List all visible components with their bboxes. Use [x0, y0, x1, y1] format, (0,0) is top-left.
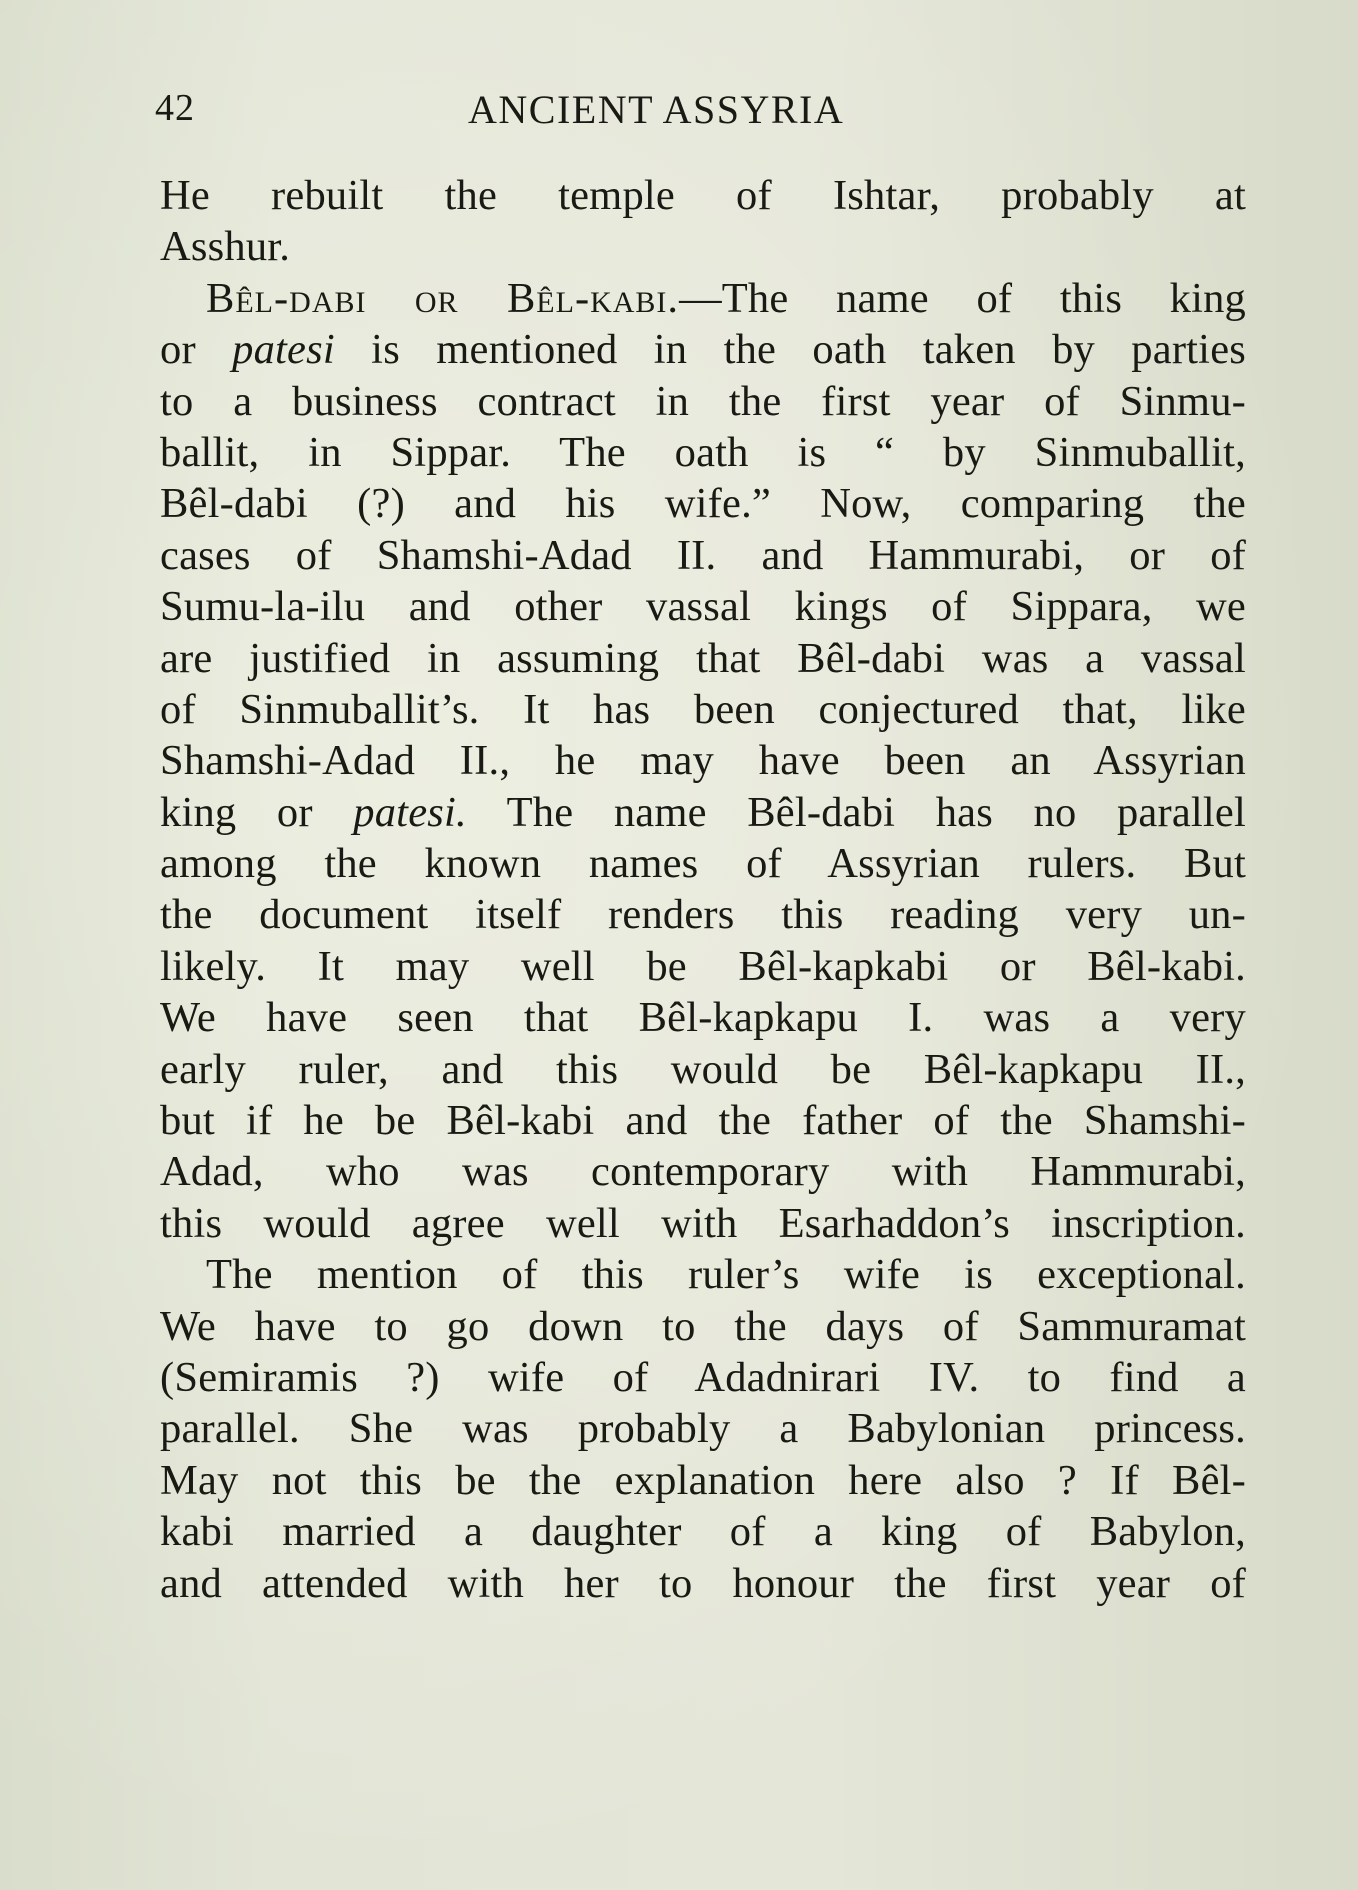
- text-line: parallel. She was probably a Babylonian princess.: [160, 1405, 1246, 1453]
- text-line: The mention of this ruler’s wife is exceptional.: [206, 1251, 1246, 1299]
- text-line: the document itself renders this reading very un-: [160, 891, 1246, 939]
- italic-term: patesi.: [353, 788, 467, 836]
- text-line: king or patesi. The name Bêl-dabi has no parallel: [160, 788, 1247, 836]
- text-line: Bêl-dabi (?) and his wife.” Now, comparing the: [160, 480, 1246, 528]
- text-line: likely. It may well be Bêl-kapkabi or Bêl-kabi.: [160, 942, 1246, 990]
- text-line: Shamshi-Adad II., he may have been an Assyrian: [160, 737, 1246, 785]
- italic-term: patesi: [232, 326, 335, 374]
- text-line: Bêl-dabi or Bêl-kabi.—The name of this king: [206, 274, 1247, 322]
- text-line: ballit, in Sippar. The oath is “ by Sinmuballit,: [160, 428, 1246, 476]
- text-line: are justified in assuming that Bêl-dabi was a vassal: [160, 634, 1246, 682]
- text-line: or patesi is mentioned in the oath taken by parties: [160, 326, 1246, 374]
- text-line: Asshur.: [160, 223, 291, 271]
- text-line: to a business contract in the first year of Sinmu-: [160, 377, 1246, 425]
- text-line: He rebuilt the temple of Ishtar, probably at: [160, 172, 1246, 219]
- text-line: among the known names of Assyrian rulers. But: [160, 840, 1246, 888]
- text-line: this would agree well with Esarhaddon’s inscription.: [160, 1199, 1246, 1247]
- text-line: kabi married a daughter of a king of Babylon,: [160, 1508, 1246, 1556]
- text-line: and attended with her to honour the first year of: [160, 1559, 1246, 1607]
- section-heading: Bêl-dabi or Bêl-kabi.: [206, 274, 680, 322]
- text-line: early ruler, and this would be Bêl-kapkapu II.,: [160, 1045, 1246, 1093]
- text-line: Sumu-la-ilu and other vassal kings of Sippara, we: [160, 583, 1246, 631]
- text-line: of Sinmuballit’s. It has been conjectured that, like: [160, 685, 1246, 733]
- text-line: We have seen that Bêl-kapkapu I. was a very: [160, 994, 1246, 1042]
- text-line: Adad, who was contemporary with Hammurabi,: [160, 1148, 1246, 1196]
- running-head: [155, 86, 1255, 136]
- text-line: (Semiramis ?) wife of Adadnirari IV. to find a: [160, 1353, 1246, 1401]
- text-line: but if he be Bêl-kabi and the father of the Shamshi-: [160, 1097, 1246, 1145]
- running-title: ANCIENT ASSYRIA: [468, 87, 845, 132]
- body-text: [160, 170, 1246, 1609]
- text-line: We have to go down to the days of Sammuramat: [160, 1302, 1246, 1350]
- text-line: May not this be the explanation here also ? If Bêl-: [160, 1456, 1246, 1504]
- page-number: 42: [155, 87, 195, 129]
- text-line: cases of Shamshi-Adad II. and Hammurabi, or of: [160, 531, 1246, 579]
